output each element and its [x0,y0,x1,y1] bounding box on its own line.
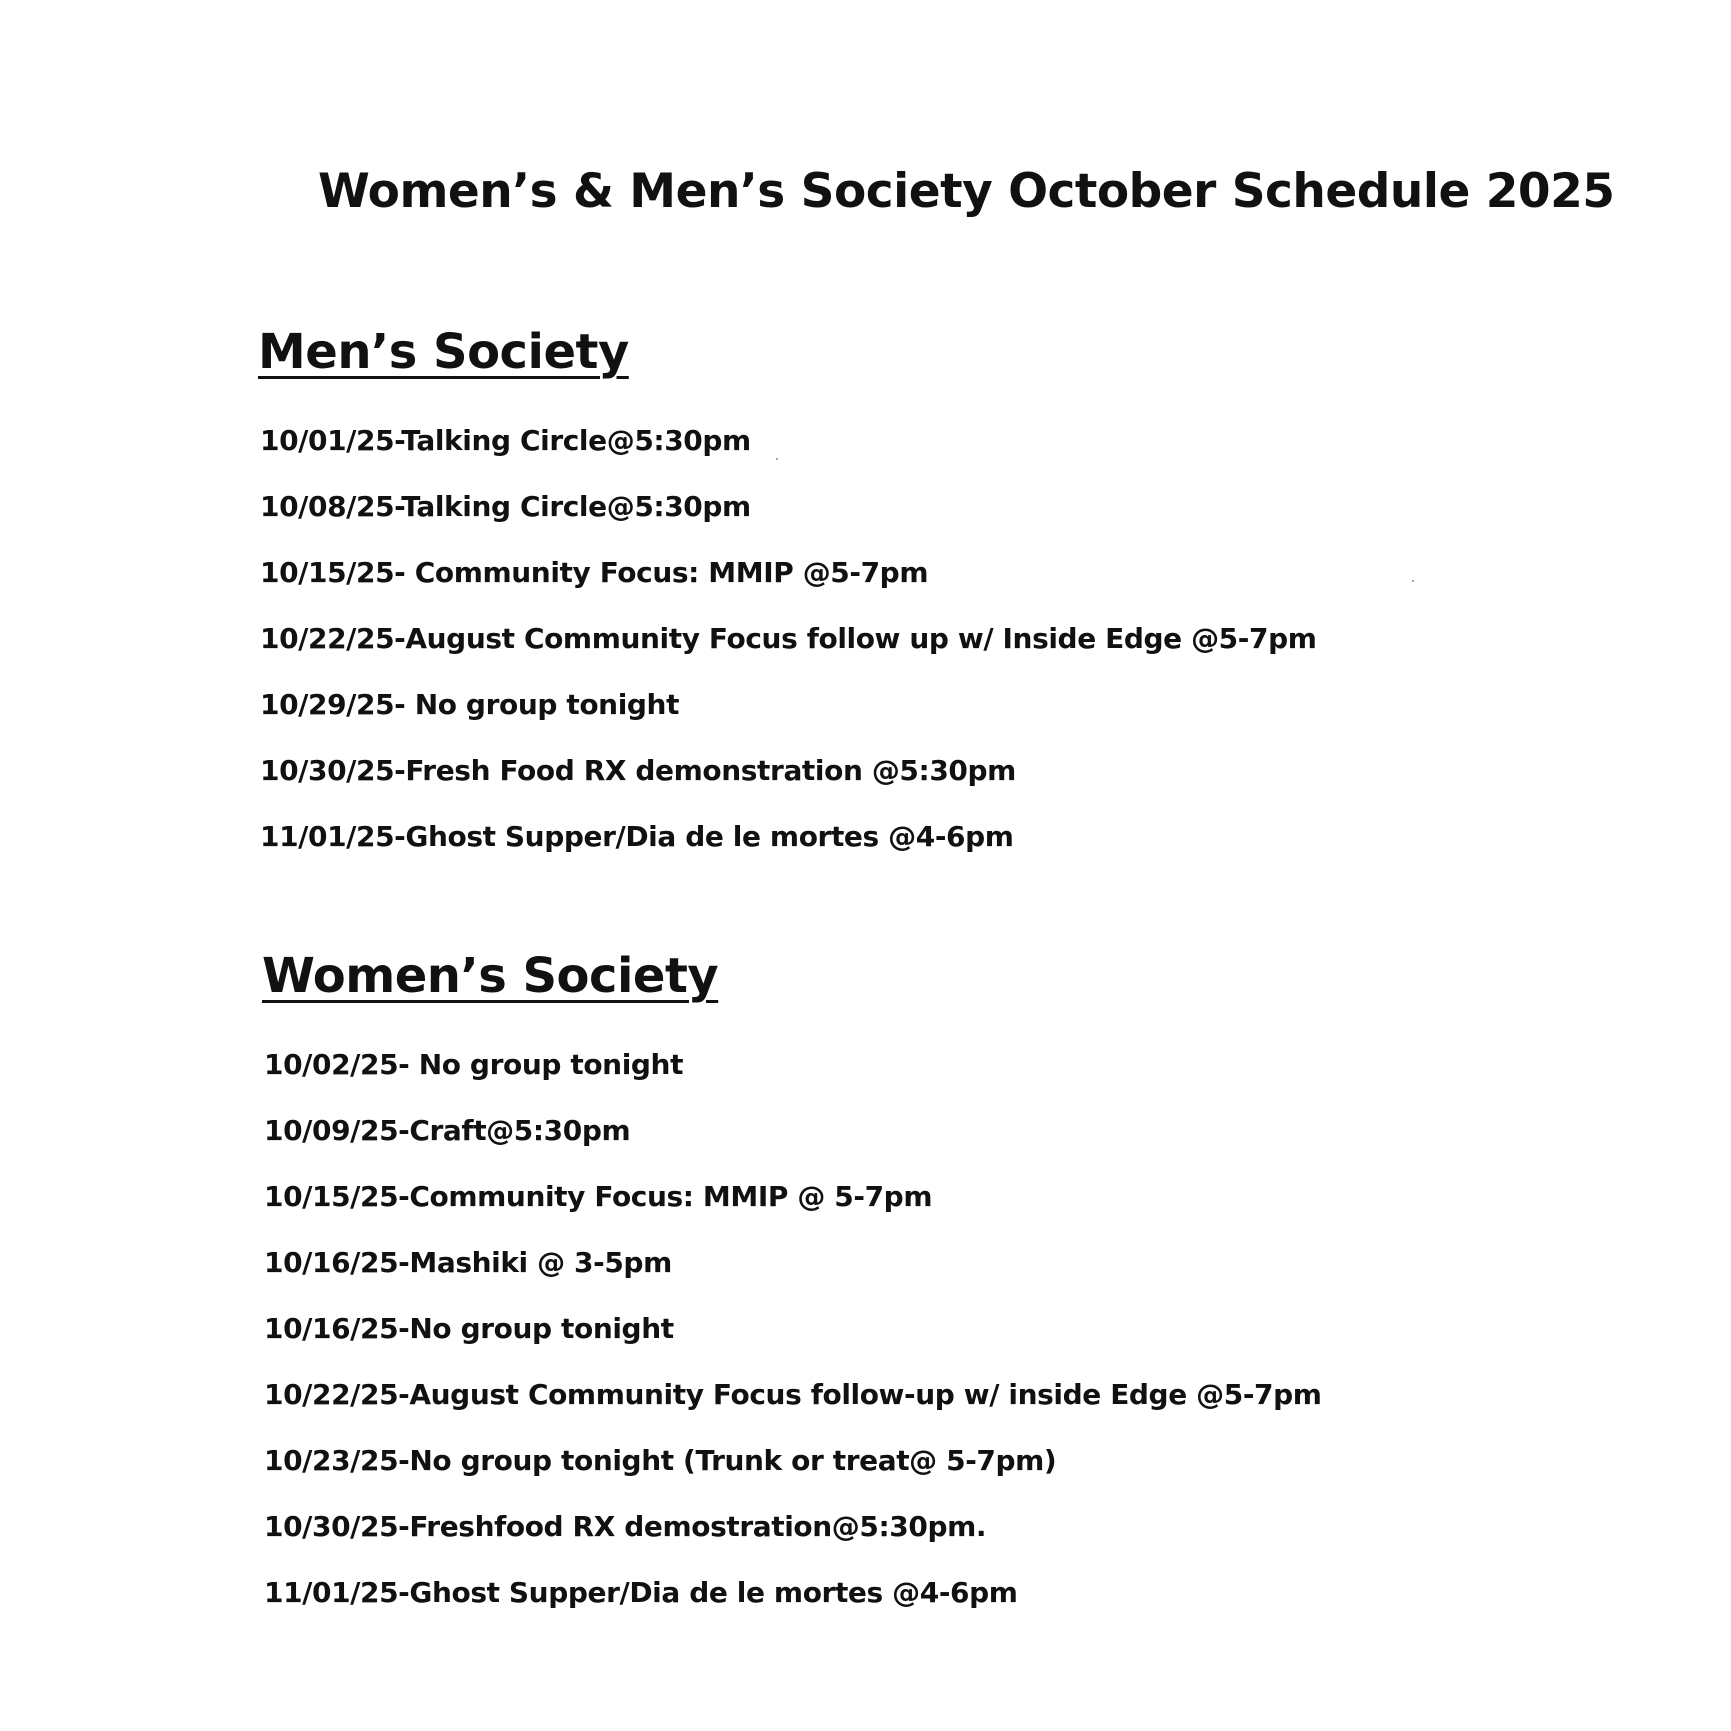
scan-speck [1412,580,1414,582]
schedule-entry: 10/09/25-Craft@5:30pm [264,1113,631,1147]
schedule-entry: 10/08/25-Talking Circle@5:30pm [260,489,751,523]
document-title: Women’s & Men’s Society October Schedule 2025 [318,164,1615,219]
womens-society-section [258,948,1458,1626]
schedule-entry: 10/15/25-Community Focus: MMIP @ 5-7pm [264,1179,933,1213]
schedule-entry: 10/29/25- No group tonight [260,687,680,721]
schedule-entry: 10/16/25-Mashiki @ 3-5pm [264,1245,672,1279]
schedule-entry: 10/01/25-Talking Circle@5:30pm [260,423,751,457]
schedule-entry: 10/22/25-August Community Focus follow up w/ Inside Edge @5-7pm [260,621,1317,655]
schedule-entry: 10/30/25-Fresh Food RX demonstration @5:30pm [260,753,1016,787]
schedule-entry: 10/02/25- No group tonight [264,1047,684,1081]
schedule-entry: 10/22/25-August Community Focus follow-up w/ inside Edge @5-7pm [264,1377,1322,1411]
womens-schedule-list [260,1032,1458,1626]
schedule-entry: 11/01/25-Ghost Supper/Dia de le mortes @4-6pm [264,1575,1018,1609]
mens-schedule-list [260,408,1458,870]
schedule-entry: 11/01/25-Ghost Supper/Dia de le mortes @4-6pm [260,819,1014,853]
schedule-entry: 10/16/25-No group tonight [264,1311,674,1345]
mens-society-heading: Men’s Society [258,324,629,380]
womens-society-heading: Women’s Society [262,948,719,1004]
scan-speck [776,458,778,460]
schedule-entry: 10/23/25-No group tonight (Trunk or treat@ 5-7pm) [264,1443,1057,1477]
schedule-entry: 10/15/25- Community Focus: MMIP @5-7pm [260,555,929,589]
mens-society-section [258,324,1458,870]
schedule-entry: 10/30/25-Freshfood RX demostration@5:30pm. [264,1509,987,1543]
